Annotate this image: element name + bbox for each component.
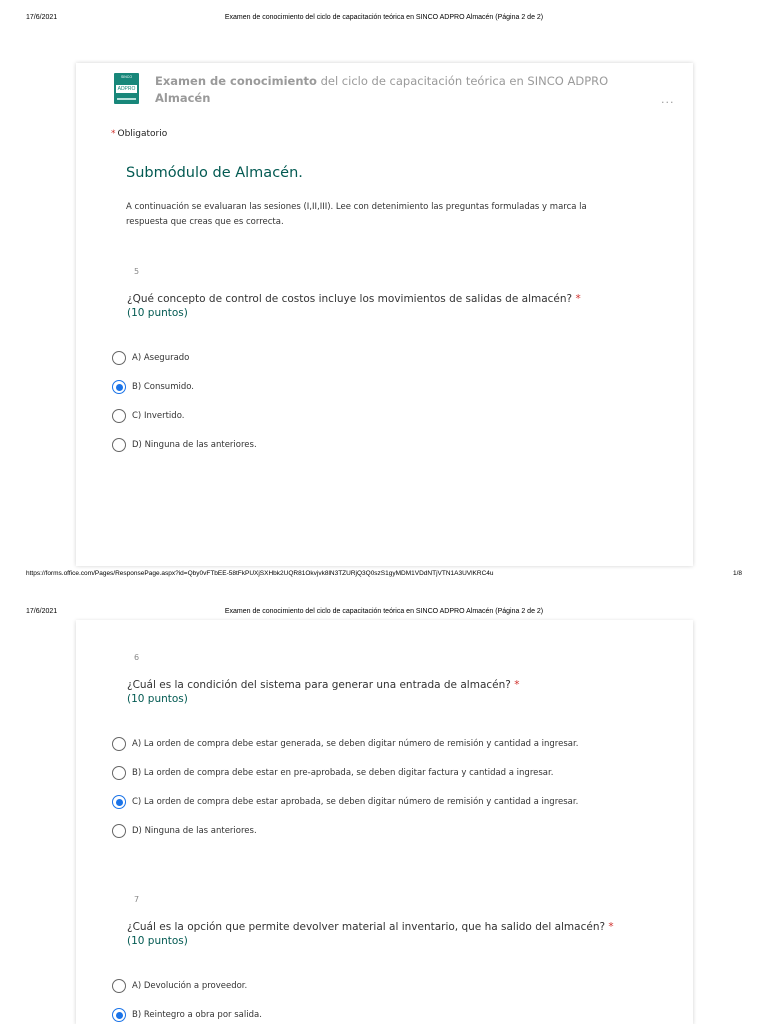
option-radio[interactable] xyxy=(112,823,257,839)
logo-mid-text: ADPRO xyxy=(117,86,136,92)
question-points: (10 puntos) xyxy=(127,307,188,319)
option-radio[interactable] xyxy=(112,978,247,994)
question-text xyxy=(127,919,647,935)
option-radio[interactable] xyxy=(112,408,184,424)
print-doc-title: Examen de conocimiento del ciclo de capacitación teórica en SINCO ADPRO Almacén (Página 2 de 2) xyxy=(224,14,544,21)
print-doc-title: Examen de conocimiento del ciclo de capacitación teórica en SINCO ADPRO Almacén (Página 2 de 2) xyxy=(224,608,544,615)
form-title-rest: del ciclo de capacitación teórica en SINCO ADPRO xyxy=(316,74,609,88)
question-points: (10 puntos) xyxy=(127,693,188,705)
option-label: A) La orden de compra debe estar generada, se deben digitar número de remisión y cantidad a ingresar. xyxy=(132,739,579,749)
option-label: C) La orden de compra debe estar aprobada, se deben digitar número de remisión y cantidad a ingresar. xyxy=(132,797,579,807)
radio-button[interactable] xyxy=(112,979,126,993)
logo-top-text: SINCO xyxy=(120,75,133,79)
option-label: B) Reintegro a obra por salida. xyxy=(132,1010,262,1020)
radio-button[interactable] xyxy=(112,737,126,751)
radio-button[interactable] xyxy=(112,824,126,838)
print-page-indicator: 1/8 xyxy=(732,570,742,577)
question-points: (10 puntos) xyxy=(127,935,188,947)
option-label: B) Consumido. xyxy=(132,382,194,392)
print-url: https://forms.office.com/Pages/ResponsePage.aspx?id=Qby0vFTbEE-58tFkPUXjSXHbk2UQR81Okvjvk8lN3TZURjQ3Q0szS1gyMDM1VDdNTjVTN1A3UVlKRC4u xyxy=(26,570,494,577)
question-text-label: ¿Qué concepto de control de costos incluye los movimientos de salidas de almacén? xyxy=(127,293,573,305)
radio-button[interactable] xyxy=(112,351,126,365)
form-card xyxy=(76,620,693,1024)
form-title-line2: Almacén xyxy=(155,91,211,105)
required-star: * xyxy=(575,293,581,305)
form-title xyxy=(155,73,625,107)
option-radio[interactable] xyxy=(112,1007,262,1023)
option-radio[interactable] xyxy=(112,736,578,752)
print-footer xyxy=(0,570,768,582)
required-note xyxy=(111,129,167,139)
option-radio[interactable] xyxy=(112,765,553,781)
radio-button-selected[interactable] xyxy=(112,380,126,394)
radio-button[interactable] xyxy=(112,438,126,452)
form-card xyxy=(76,63,693,566)
question-text-label: ¿Cuál es la condición del sistema para generar una entrada de almacén? xyxy=(127,679,511,691)
radio-button[interactable] xyxy=(112,766,126,780)
sinco-logo-icon xyxy=(114,73,139,104)
radio-button-selected[interactable] xyxy=(112,1008,126,1022)
option-label: A) Asegurado xyxy=(132,353,190,363)
section-title: Submódulo de Almacén. xyxy=(126,165,303,181)
option-radio[interactable] xyxy=(112,437,257,453)
option-radio[interactable] xyxy=(112,379,194,395)
option-label: B) La orden de compra debe estar en pre-aprobada, se deben digitar factura y cantidad a ingresar. xyxy=(132,768,554,778)
print-header xyxy=(0,14,768,28)
form-title-bold: Examen de conocimiento xyxy=(155,74,317,88)
radio-button-selected[interactable] xyxy=(112,795,126,809)
question-text xyxy=(127,677,647,693)
question-number: 6 xyxy=(134,653,140,662)
required-star: * xyxy=(514,679,520,691)
print-date: 17/6/2021 xyxy=(26,608,58,615)
required-star: * xyxy=(111,129,116,139)
print-date: 17/6/2021 xyxy=(26,14,58,21)
option-radio[interactable] xyxy=(112,794,578,810)
question-number: 5 xyxy=(134,267,140,276)
option-label: A) Devolución a proveedor. xyxy=(132,981,248,991)
option-label: D) Ninguna de las anteriores. xyxy=(132,440,257,450)
option-label: C) Invertido. xyxy=(132,411,185,421)
more-options-icon[interactable]: ... xyxy=(661,93,675,106)
question-number: 7 xyxy=(134,895,140,904)
option-radio[interactable] xyxy=(112,350,189,366)
option-label: D) Ninguna de las anteriores. xyxy=(132,826,257,836)
section-description: A continuación se evaluaran las sesiones (I,II,III). Lee con detenimiento las preguntas formuladas y marca la respuesta que creas que es correcta. xyxy=(126,202,587,227)
radio-button[interactable] xyxy=(112,409,126,423)
required-label: Obligatorio xyxy=(117,129,168,139)
required-star: * xyxy=(608,921,614,933)
question-text-label: ¿Cuál es la opción que permite devolver material al inventario, que ha salido del almacén? xyxy=(127,921,606,933)
question-text xyxy=(127,291,647,307)
